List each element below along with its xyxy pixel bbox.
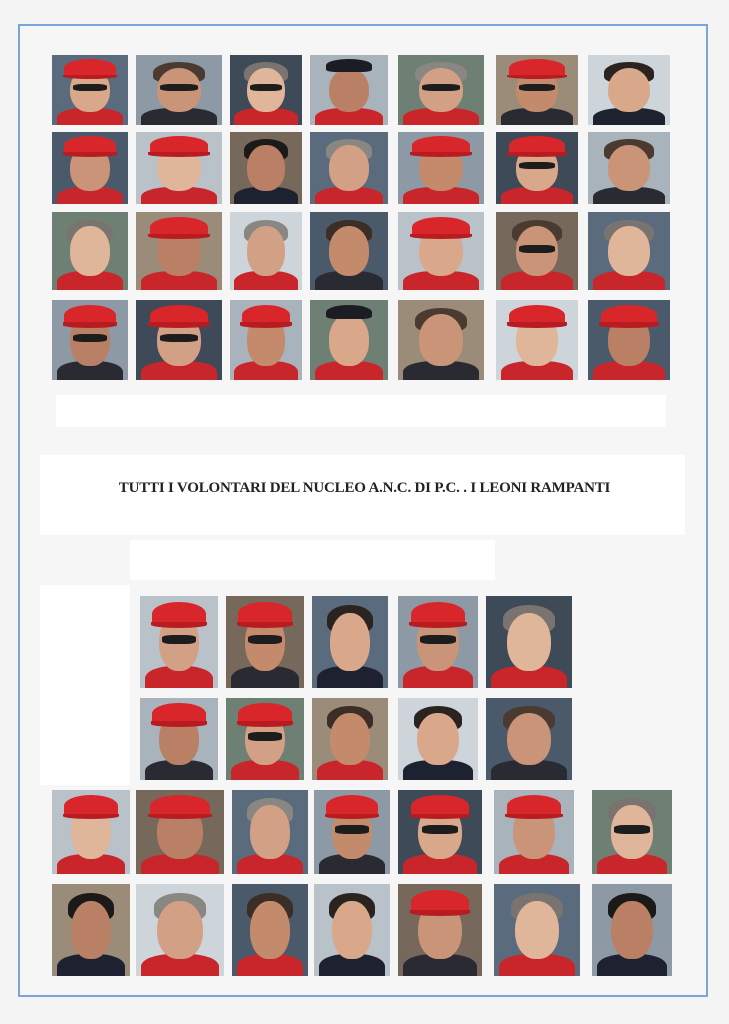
volunteer-photo (398, 132, 484, 204)
volunteer-photo (226, 596, 304, 688)
volunteer-photo (592, 790, 672, 874)
volunteer-photo (310, 132, 388, 204)
volunteer-photo (230, 212, 302, 290)
volunteer-photo (310, 300, 388, 380)
volunteer-photo (232, 884, 308, 976)
volunteer-photo (588, 132, 670, 204)
volunteer-photo (496, 300, 578, 380)
volunteer-photo (398, 790, 482, 874)
volunteer-photo (136, 212, 222, 290)
volunteer-photo (312, 698, 388, 780)
volunteer-photo (486, 596, 572, 688)
volunteer-photo (52, 884, 130, 976)
volunteer-photo (226, 698, 304, 780)
volunteer-photo (486, 698, 572, 780)
volunteer-photo (496, 212, 578, 290)
volunteer-photo (588, 300, 670, 380)
volunteer-photo (398, 884, 482, 976)
volunteer-photo (230, 55, 302, 125)
volunteer-photo (398, 698, 478, 780)
white-band-lower (130, 540, 495, 580)
volunteer-photo (136, 55, 222, 125)
volunteer-photo (314, 884, 390, 976)
volunteer-photo (136, 790, 224, 874)
volunteer-photo (230, 300, 302, 380)
volunteer-photo (140, 698, 218, 780)
volunteer-photo (496, 132, 578, 204)
volunteer-photo (398, 300, 484, 380)
volunteer-photo (140, 596, 218, 688)
volunteer-photo (52, 212, 128, 290)
volunteer-photo (136, 132, 222, 204)
volunteer-photo (310, 212, 388, 290)
volunteer-photo (232, 790, 308, 874)
volunteer-photo (588, 55, 670, 125)
volunteer-photo (230, 132, 302, 204)
volunteer-photo (52, 790, 130, 874)
volunteer-photo (494, 790, 574, 874)
volunteer-photo (136, 300, 222, 380)
volunteer-photo (310, 55, 388, 125)
volunteer-photo (588, 212, 670, 290)
volunteer-photo (398, 596, 478, 688)
volunteer-photo (398, 212, 484, 290)
volunteer-photo (52, 55, 128, 125)
volunteer-photo (312, 596, 388, 688)
volunteer-photo (52, 132, 128, 204)
group-caption: TUTTI I VOLONTARI DEL NUCLEO A.N.C. DI P.C. . I LEONI RAMPANTI (118, 480, 611, 496)
volunteer-photo (52, 300, 128, 380)
white-band-left (40, 585, 130, 785)
volunteer-photo (592, 884, 672, 976)
volunteer-photo (496, 55, 578, 125)
volunteer-photo (398, 55, 484, 125)
volunteer-photo (314, 790, 390, 874)
volunteer-photo (136, 884, 224, 976)
white-band-upper (56, 395, 666, 427)
volunteer-photo (494, 884, 580, 976)
